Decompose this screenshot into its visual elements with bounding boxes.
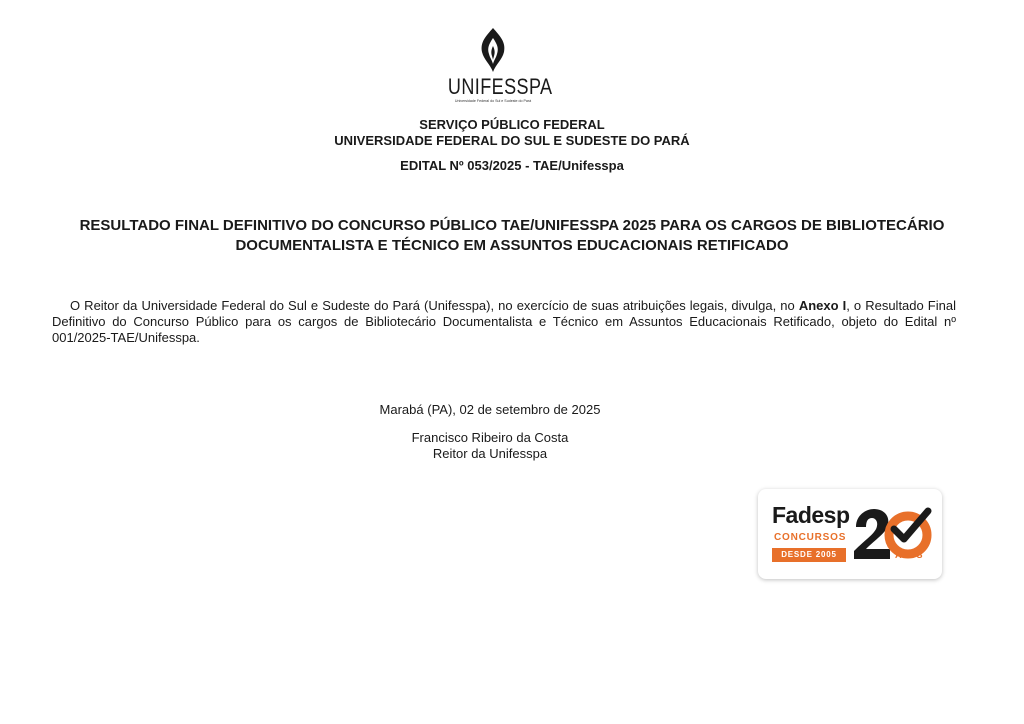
badge-subtitle: CONCURSOS — [774, 532, 847, 543]
badge-years: ANOS — [895, 550, 924, 560]
document-title: RESULTADO FINAL DEFINITIVO DO CONCURSO PÚBLICO TAE/UNIFESSPA 2025 PARA OS CARGOS DE BIBLIOTECÁRIO DOCUMENTALISTA E TÉCNICO EM ASSUNTOS EDUCACIONAIS RETIFICADO — [79, 217, 945, 254]
header-edict: EDITAL Nº 053/2025 - TAE/Unifesspa — [400, 158, 624, 173]
signer-name: Francisco Ribeiro da Costa — [411, 430, 569, 445]
body-text-start: O Reitor da Universidade Federal do Sul e Sudeste do Pará (Unifesspa), no exercício de suas atribuições legais, divulga, no — [70, 298, 799, 313]
logo-wordmark: UNIFESSPA — [447, 74, 553, 99]
badge-since: DESDE 2005 — [772, 548, 846, 562]
body-text-end: , o Resultado Final Definitivo do Concurso Público para os cargos de Bibliotecário Documentalista e Técnico em Assuntos Educacionais Retificado, objeto do Edital nº 001/2025-TAE/Unifesspa. — [52, 298, 956, 345]
header-university: UNIVERSIDADE FEDERAL DO SUL E SUDESTE DO PARÁ — [334, 133, 690, 148]
body-annex-link: Anexo I — [798, 298, 847, 313]
logo-subtext: Universidade Federal do Sul e Sudeste do Pará — [454, 98, 532, 103]
place-date: Marabá (PA), 02 de setembro de 2025 — [379, 402, 601, 417]
flame-logo-icon — [476, 26, 510, 74]
fadesp-badge — [758, 489, 942, 579]
signer-role: Reitor da Unifesspa — [432, 446, 548, 461]
badge-brand: Fadesp — [772, 502, 850, 528]
header-service: SERVIÇO PÚBLICO FEDERAL — [419, 117, 605, 132]
body-paragraph — [52, 298, 956, 346]
unifesspa-logo — [438, 26, 553, 103]
